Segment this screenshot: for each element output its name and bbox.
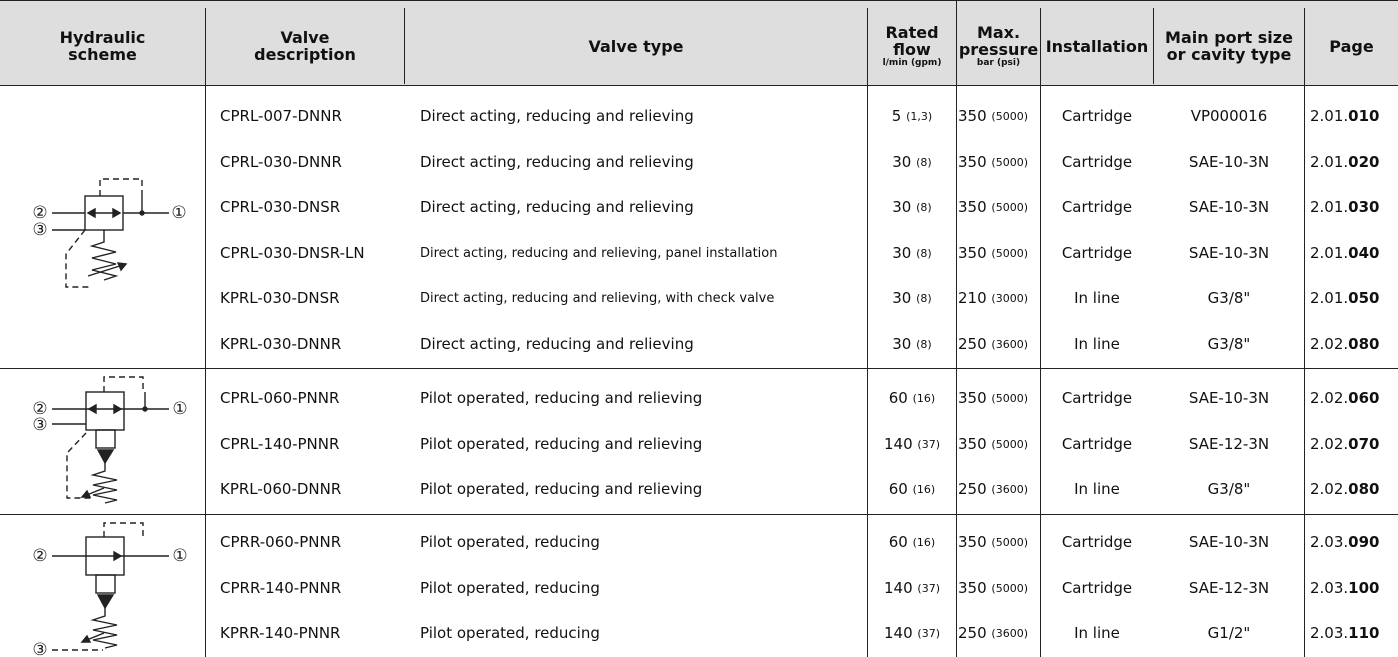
installation-value: Cartridge <box>1061 435 1133 453</box>
pressure-unit: (5000) <box>991 155 1028 169</box>
port-cell <box>1154 425 1304 463</box>
port-cell <box>1154 188 1304 226</box>
header-label: Valve <box>280 28 330 47</box>
pressure-value: 350 <box>958 533 987 551</box>
port-label: ① <box>172 399 188 419</box>
header-rated-flow <box>868 8 956 84</box>
pressure-value: 350 <box>958 153 987 171</box>
pressure-value: 350 <box>958 244 987 262</box>
installation-cell <box>1041 569 1153 607</box>
header-label: Max. <box>976 22 1021 42</box>
valve-type-cell <box>420 470 702 508</box>
page-prefix: 2.01. <box>1310 244 1349 262</box>
installation-value: In line <box>1074 289 1120 307</box>
installation-value: Cartridge <box>1061 107 1133 125</box>
column-divider <box>404 8 405 84</box>
flow-cell <box>868 614 956 652</box>
port-cell <box>1154 97 1304 135</box>
port-cell <box>1154 379 1304 417</box>
installation-cell <box>1041 234 1153 272</box>
flow-cell <box>868 188 956 226</box>
valve-type-text: Direct acting, reducing and relieving <box>420 198 694 216</box>
flow-value: 30 <box>892 198 912 216</box>
port-value: G3/8" <box>1207 289 1251 307</box>
installation-cell <box>1041 188 1153 226</box>
page-cell <box>1310 614 1379 652</box>
valve-description-cell <box>220 470 341 508</box>
pressure-value: 210 <box>958 289 987 307</box>
flow-cell <box>868 279 956 317</box>
page-cell <box>1310 379 1379 417</box>
port-cell <box>1154 614 1304 652</box>
page-prefix: 2.01. <box>1310 153 1349 171</box>
flow-cell <box>868 97 956 135</box>
flow-value: 30 <box>892 244 912 262</box>
valve-type-text: Direct acting, reducing and relieving <box>420 107 694 125</box>
valve-description-cell <box>220 97 342 135</box>
page-number: 030 <box>1348 198 1380 216</box>
installation-cell <box>1041 523 1153 561</box>
table-row <box>0 569 1398 607</box>
installation-value: In line <box>1074 624 1120 642</box>
header-installation <box>1041 8 1153 84</box>
flow-cell <box>868 569 956 607</box>
installation-value: In line <box>1074 480 1120 498</box>
flow-cell <box>868 143 956 181</box>
valve-code: KPRL-030-DNNR <box>220 335 342 353</box>
header-label: Page <box>1329 36 1374 56</box>
table-row <box>0 188 1398 226</box>
installation-value: Cartridge <box>1061 244 1133 262</box>
page-number: 090 <box>1348 533 1380 551</box>
installation-value: Cartridge <box>1061 389 1133 407</box>
valve-code: KPRL-060-DNNR <box>220 480 342 498</box>
page-cell <box>1310 188 1379 226</box>
valve-code: CPRL-060-PNNR <box>220 389 340 407</box>
port-label: ② <box>32 203 48 223</box>
header-page <box>1305 8 1398 84</box>
valve-type-cell <box>420 379 702 417</box>
page-cell <box>1310 97 1379 135</box>
flow-value: 60 <box>888 480 908 498</box>
page-number: 100 <box>1348 579 1380 597</box>
pressure-value: 350 <box>958 198 987 216</box>
valve-code: CPRL-030-DNNR <box>220 153 342 171</box>
page-prefix: 2.01. <box>1310 107 1349 125</box>
port-label: ③ <box>32 220 48 240</box>
valve-type-text: Direct acting, reducing and relieving, with check valve <box>420 290 775 306</box>
valve-type-cell <box>420 143 694 181</box>
port-label: ① <box>172 546 188 566</box>
pressure-unit: (5000) <box>991 437 1028 451</box>
header-label: flow <box>893 39 931 59</box>
flow-unit: (37) <box>917 581 940 595</box>
table-row <box>0 470 1398 508</box>
valve-type-cell <box>420 569 600 607</box>
valve-description-cell <box>220 614 340 652</box>
port-label: ③ <box>32 640 48 657</box>
pressure-cell <box>958 470 1028 508</box>
valve-type-text: Pilot operated, reducing and relieving <box>420 480 703 498</box>
page-prefix: 2.03. <box>1310 624 1349 642</box>
flow-unit: (16) <box>912 391 936 405</box>
installation-value: Cartridge <box>1061 533 1133 551</box>
flow-cell <box>868 470 956 508</box>
table-row <box>0 97 1398 135</box>
flow-value: 140 <box>883 624 913 642</box>
flow-unit: (1,3) <box>906 109 933 123</box>
flow-unit: (16) <box>912 482 936 496</box>
page-cell <box>1310 569 1379 607</box>
installation-cell <box>1041 470 1153 508</box>
page-prefix: 2.01. <box>1310 198 1349 216</box>
pressure-value: 250 <box>958 335 987 353</box>
valve-description-cell <box>220 279 340 317</box>
pressure-unit: (3000) <box>991 291 1028 305</box>
valve-code: CPRL-140-PNNR <box>220 435 340 453</box>
port-label: ② <box>32 399 48 419</box>
pressure-cell <box>958 234 1028 272</box>
pressure-cell <box>958 188 1028 226</box>
valve-type-cell <box>420 614 600 652</box>
valve-type-cell <box>420 523 600 561</box>
port-cell <box>1154 325 1304 363</box>
installation-value: Cartridge <box>1061 153 1133 171</box>
flow-cell <box>868 379 956 417</box>
header-unit: bar (psi) <box>976 57 1021 68</box>
valve-type-text: Pilot operated, reducing and relieving <box>420 389 703 407</box>
page-cell <box>1310 234 1379 272</box>
page-number: 110 <box>1348 624 1380 642</box>
installation-cell <box>1041 425 1153 463</box>
valve-code: KPRL-030-DNSR <box>220 289 340 307</box>
flow-unit: (37) <box>917 437 940 451</box>
valve-code: CPRL-030-DNSR-LN <box>220 244 365 262</box>
page-number: 080 <box>1348 335 1380 353</box>
table-row <box>0 143 1398 181</box>
header-max-pressure <box>957 8 1040 84</box>
pressure-cell <box>958 97 1028 135</box>
page-prefix: 2.02. <box>1310 480 1349 498</box>
page-number: 010 <box>1348 107 1380 125</box>
pressure-value: 250 <box>958 624 987 642</box>
port-cell <box>1154 279 1304 317</box>
port-value: SAE-10-3N <box>1188 153 1270 171</box>
pressure-unit: (5000) <box>991 581 1028 595</box>
port-label: ① <box>171 203 187 223</box>
page-cell <box>1310 325 1379 363</box>
header-label: Rated <box>885 22 939 42</box>
installation-value: In line <box>1074 335 1120 353</box>
port-value: SAE-12-3N <box>1188 579 1270 597</box>
header-port-size <box>1154 8 1304 84</box>
pressure-cell <box>958 425 1028 463</box>
valve-type-text: Direct acting, reducing and relieving <box>420 335 694 353</box>
port-cell <box>1154 234 1304 272</box>
installation-cell <box>1041 279 1153 317</box>
valve-type-text: Pilot operated, reducing <box>420 579 600 597</box>
table-row <box>0 325 1398 363</box>
header-label: Hydraulic <box>59 28 146 47</box>
installation-cell <box>1041 143 1153 181</box>
valve-description-cell <box>220 569 341 607</box>
valve-type-text: Pilot operated, reducing and relieving <box>420 435 703 453</box>
valve-code: KPRR-140-PNNR <box>220 624 341 642</box>
pressure-cell <box>958 569 1028 607</box>
port-label: ② <box>32 546 48 566</box>
port-value: SAE-12-3N <box>1188 435 1270 453</box>
valve-description-cell <box>220 523 341 561</box>
flow-value: 30 <box>892 335 912 353</box>
valve-code: CPRR-140-PNNR <box>220 579 342 597</box>
port-value: G3/8" <box>1207 335 1251 353</box>
valve-description-cell <box>220 234 365 272</box>
flow-unit: (8) <box>916 337 932 351</box>
header-unit: l/min (gpm) <box>882 57 942 68</box>
installation-value: Cartridge <box>1061 198 1133 216</box>
page-prefix: 2.03. <box>1310 579 1349 597</box>
valve-type-cell <box>420 188 694 226</box>
pressure-unit: (3600) <box>991 626 1028 640</box>
pressure-unit: (5000) <box>991 200 1028 214</box>
pressure-cell <box>958 143 1028 181</box>
port-value: G3/8" <box>1207 480 1251 498</box>
valve-type-cell <box>420 325 694 363</box>
header-top-divider <box>956 0 957 8</box>
table-row <box>0 523 1398 561</box>
valve-code: CPRL-030-DNSR <box>220 198 341 216</box>
valve-description-cell <box>220 143 342 181</box>
pressure-unit: (5000) <box>991 246 1028 260</box>
header-label: pressure <box>958 39 1039 59</box>
valve-description-cell <box>220 325 341 363</box>
flow-cell <box>868 523 956 561</box>
flow-unit: (8) <box>916 200 932 214</box>
flow-value: 140 <box>883 579 913 597</box>
page-prefix: 2.03. <box>1310 533 1349 551</box>
flow-value: 30 <box>892 153 912 171</box>
page-number: 060 <box>1348 389 1380 407</box>
port-value: G1/2" <box>1207 624 1251 642</box>
page-prefix: 2.01. <box>1310 289 1349 307</box>
valve-code: CPRL-007-DNNR <box>220 107 342 125</box>
flow-value: 5 <box>891 107 902 125</box>
pressure-cell <box>958 523 1028 561</box>
valve-type-cell <box>420 425 702 463</box>
page-cell <box>1310 425 1379 463</box>
column-divider <box>1153 8 1154 84</box>
header-valve-type <box>405 8 867 84</box>
table-row <box>0 279 1398 317</box>
pressure-value: 350 <box>958 435 987 453</box>
pressure-unit: (5000) <box>991 391 1028 405</box>
pressure-cell <box>958 614 1028 652</box>
table-row <box>0 379 1398 417</box>
pressure-value: 350 <box>958 579 987 597</box>
flow-unit: (37) <box>917 626 940 640</box>
header-label: or cavity type <box>1166 45 1292 64</box>
page-cell <box>1310 143 1379 181</box>
pressure-unit: (5000) <box>991 535 1028 549</box>
header-label: Installation <box>1045 36 1149 56</box>
valve-type-cell <box>420 97 694 135</box>
installation-value: Cartridge <box>1061 579 1133 597</box>
port-cell <box>1154 523 1304 561</box>
page-cell <box>1310 470 1379 508</box>
flow-cell <box>868 425 956 463</box>
flow-cell <box>868 234 956 272</box>
table-row <box>0 614 1398 652</box>
page-prefix: 2.02. <box>1310 389 1349 407</box>
header-label: scheme <box>68 45 137 64</box>
table-row <box>0 234 1398 272</box>
pressure-value: 250 <box>958 480 987 498</box>
flow-value: 60 <box>888 389 908 407</box>
valve-type-cell <box>420 234 777 272</box>
valve-type-text: Direct acting, reducing and relieving <box>420 153 694 171</box>
flow-unit: (8) <box>916 246 932 260</box>
valve-code: CPRR-060-PNNR <box>220 533 342 551</box>
table-row <box>0 425 1398 463</box>
page-number: 050 <box>1348 289 1380 307</box>
flow-unit: (16) <box>912 535 936 549</box>
flow-unit: (8) <box>916 155 932 169</box>
page-number: 080 <box>1348 480 1380 498</box>
flow-value: 30 <box>892 289 912 307</box>
page-number: 040 <box>1348 244 1380 262</box>
valve-description-cell <box>220 379 339 417</box>
pressure-unit: (3600) <box>991 482 1028 496</box>
page-cell <box>1310 523 1379 561</box>
port-value: SAE-10-3N <box>1188 389 1270 407</box>
valve-description-cell <box>220 188 340 226</box>
port-label: ③ <box>32 415 48 435</box>
valve-description-cell <box>220 425 339 463</box>
page-prefix: 2.02. <box>1310 435 1349 453</box>
valve-type-text: Pilot operated, reducing <box>420 533 600 551</box>
flow-value: 60 <box>888 533 908 551</box>
installation-cell <box>1041 325 1153 363</box>
port-cell <box>1154 143 1304 181</box>
installation-cell <box>1041 97 1153 135</box>
pressure-cell <box>958 325 1028 363</box>
valve-type-text: Direct acting, reducing and relieving, panel installation <box>420 245 778 261</box>
pressure-value: 350 <box>958 107 987 125</box>
pressure-unit: (5000) <box>991 109 1028 123</box>
header-valve-description <box>206 8 404 84</box>
header-label: Valve type <box>588 36 684 56</box>
pressure-unit: (3600) <box>991 337 1028 351</box>
port-cell <box>1154 569 1304 607</box>
pressure-cell <box>958 379 1028 417</box>
installation-cell <box>1041 379 1153 417</box>
page-cell <box>1310 279 1379 317</box>
valve-type-text: Pilot operated, reducing <box>420 624 600 642</box>
pressure-value: 350 <box>958 389 987 407</box>
port-value: SAE-10-3N <box>1188 533 1270 551</box>
page-prefix: 2.02. <box>1310 335 1349 353</box>
flow-cell <box>868 325 956 363</box>
port-cell <box>1154 470 1304 508</box>
page-number: 070 <box>1348 435 1380 453</box>
header-label: description <box>254 45 356 64</box>
installation-cell <box>1041 614 1153 652</box>
flow-unit: (8) <box>916 291 932 305</box>
flow-value: 140 <box>883 435 913 453</box>
header-label: Main port size <box>1165 28 1293 47</box>
pressure-cell <box>958 279 1028 317</box>
valve-type-cell <box>420 279 774 317</box>
port-value: VP000016 <box>1190 107 1268 125</box>
port-value: SAE-10-3N <box>1188 198 1270 216</box>
port-value: SAE-10-3N <box>1188 244 1270 262</box>
header-hydraulic-scheme <box>0 8 205 84</box>
page-number: 020 <box>1348 153 1380 171</box>
